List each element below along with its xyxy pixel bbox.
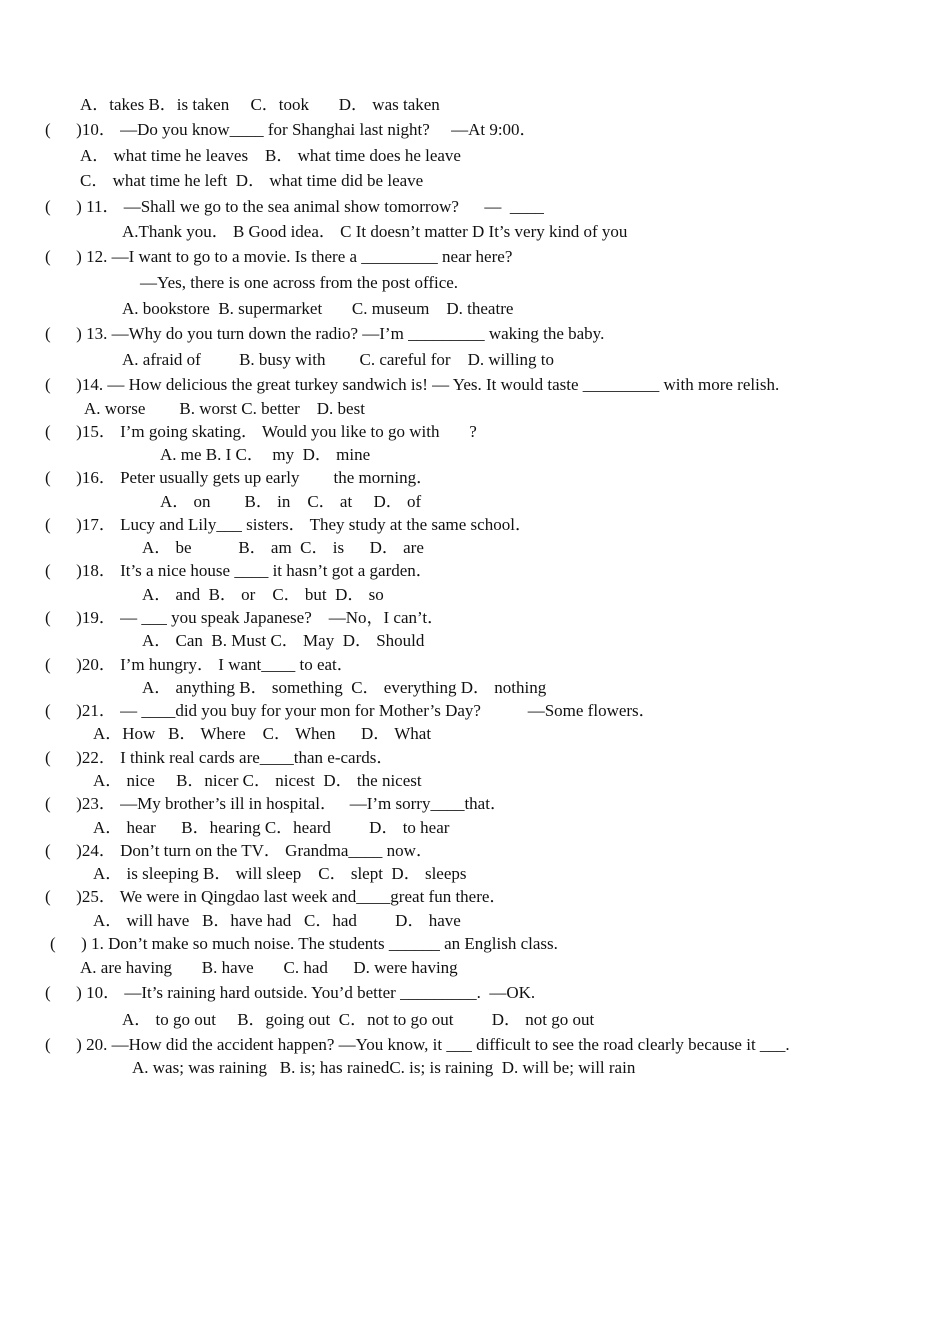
q11-options: A.Thank you． B Good idea． C It doesn’t matter D It’s very kind of you: [122, 222, 628, 241]
q14-options: A. worse B. worst C. better D. best: [84, 399, 365, 418]
q21-question: ( )21． — ____did you buy for your mon for Mother’s Day? —Some flowers．: [45, 701, 656, 720]
q18-options: A． and B． or C． but D． so: [142, 585, 384, 604]
q24-options: A． is sleeping B． will sleep C． slept D． sleeps: [93, 864, 467, 883]
q15-options: A. me B. I C． my D． mine: [160, 445, 371, 464]
q24-question: ( )24． Don’t turn on the TV． Grandma____ now．: [45, 841, 433, 860]
q9-options: A．takes B．is taken C．took D． was taken: [80, 95, 440, 114]
q16-options: A． on B． in C． at D． of: [160, 492, 422, 511]
q22-options: A． nice B．nicer C． nicest D． the nicest: [93, 771, 422, 790]
extra-q1-options: A. are having B. have C. had D. were having: [80, 958, 458, 977]
q12-reply: —Yes, there is one across from the post office.: [140, 273, 459, 292]
q13-question: ( ) 13. —Why do you turn down the radio? —I’m _________ waking the baby.: [45, 324, 605, 343]
q19-question: ( )19． — ___ you speak Japanese? —No，I can’t．: [45, 608, 445, 627]
extra-q1-question: ( ) 1. Don’t make so much noise. The students ______ an English class.: [50, 934, 558, 953]
q20-options: A． anything B． something C． everything D． nothing: [142, 678, 547, 697]
q23-question: ( )23． —My brother’s ill in hospital． —I’m sorry____that．: [45, 794, 507, 813]
q14-question: ( )14. — How delicious the great turkey sandwich is! — Yes. It would taste _________ with more relish.: [45, 375, 780, 394]
q19-options: A． Can B. Must C． May D． Should: [142, 631, 425, 650]
q12-options: A. bookstore B. supermarket C. museum D. theatre: [122, 299, 514, 318]
q17-options: A． be B． am C． is D． are: [142, 538, 424, 557]
q18-question: ( )18． It’s a nice house ____ it hasn’t got a garden．: [45, 561, 433, 580]
q13-options: A. afraid of B. busy with C. careful for D. willing to: [122, 350, 555, 369]
extra-q10-question: ( ) 10． —It’s raining hard outside. You’d better _________. —OK.: [45, 983, 536, 1002]
q12-question: ( ) 12. —I want to go to a movie. Is there a _________ near here?: [45, 247, 513, 266]
q25-question: ( )25． We were in Qingdao last week and____great fun there．: [45, 887, 507, 906]
q16-question: ( )16． Peter usually gets up early the morning．: [45, 468, 434, 487]
extra-q20-options: A. was; was raining B. is; has rainedC. is; is raining D. will be; will rain: [132, 1058, 636, 1077]
q23-options: A． hear B．hearing C．heard D． to hear: [93, 818, 450, 837]
q10-question: ( )10． —Do you know____ for Shanghai last night? —At 9:00．: [45, 120, 537, 139]
q17-question: ( )17． Lucy and Lily___ sisters． They study at the same school．: [45, 515, 532, 534]
extra-q10-options: A． to go out B．going out C．not to go out D． not go out: [122, 1010, 595, 1029]
q25-options: A． will have B．have had C．had D． have: [93, 911, 461, 930]
q15-question: ( )15． I’m going skating． Would you like to go with ?: [45, 422, 477, 441]
q22-question: ( )22． I think real cards are____than e-cards．: [45, 748, 394, 767]
q10-options-cd: C． what time he left D． what time did be leave: [80, 171, 424, 190]
q21-options: A．How B． Where C． When D． What: [93, 724, 432, 743]
extra-q20-question: ( ) 20. —How did the accident happen? —You know, it ___ difficult to see the road clearly because it ___.: [45, 1035, 790, 1054]
q11-question: ( ) 11． —Shall we go to the sea animal show tomorrow? — ____: [45, 197, 544, 216]
q10-options-ab: A． what time he leaves B． what time does he leave: [80, 146, 461, 165]
q20-question: ( )20． I’m hungry． I want____ to eat．: [45, 655, 354, 674]
